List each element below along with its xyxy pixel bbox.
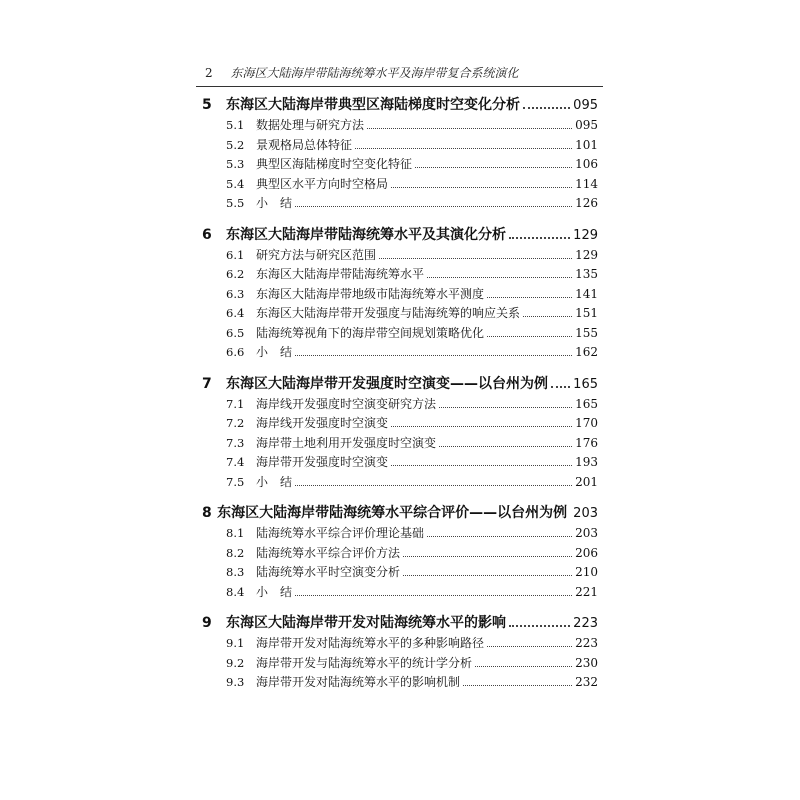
dot-leader [551,386,570,388]
section-page-number: 210 [575,565,598,579]
section-page-number: 162 [575,345,598,359]
chapter-page-number: 223 [573,616,598,631]
dot-leader [355,148,572,149]
section-number: 5.2 [226,137,245,152]
section-page-number: 221 [575,584,598,599]
section-title: 陆海统筹水平综合评价理论基础 [256,526,425,540]
dot-leader [439,407,572,408]
chapter-entry[interactable] [202,94,598,116]
section-number: 7.4 [226,455,245,469]
section-entry[interactable] [202,673,598,693]
header-page-number: 2 [205,66,213,80]
section-title: 海岸线开发强度时空演变 [256,416,389,430]
section-page-number: 126 [575,196,598,210]
section-number: 8.2 [226,545,245,560]
section-title: 东海区大陆海岸带陆海统筹水平 [256,267,425,281]
section-number: 6.3 [226,286,245,301]
dot-leader [403,556,572,557]
section-entry[interactable] [202,473,598,493]
section-title: 海岸带开发与陆海统筹水平的统计学分析 [256,655,473,670]
section-page-number: 176 [575,435,598,450]
section-page-number: 095 [575,118,598,132]
dot-leader [487,336,572,337]
dot-leader [475,666,572,667]
running-header [205,64,518,81]
dot-leader [391,465,572,466]
section-title: 东海区大陆海岸带地级市陆海统筹水平测度 [256,286,485,301]
section-title: 数据处理与研究方法 [256,118,365,132]
header-rule [196,86,603,87]
section-number: 9.2 [226,655,245,670]
dot-leader [379,258,572,259]
section-entry[interactable] [202,116,598,136]
section-title: 东海区大陆海岸带开发强度与陆海统筹的响应关系 [256,306,521,320]
section-page-number: 114 [575,176,598,191]
section-title: 研究方法与研究区范围 [256,247,377,262]
chapter-block [202,373,598,493]
section-number: 6.5 [226,325,245,340]
section-page-number: 232 [575,675,598,689]
dot-leader [391,426,572,427]
section-page-number: 101 [575,137,598,152]
section-entry[interactable] [202,136,598,156]
section-entry[interactable] [202,343,598,363]
chapter-title: 东海区大陆海岸带典型区海陆梯度时空变化分析 [226,97,520,113]
section-page-number: 170 [575,416,598,430]
section-title: 海岸带开发对陆海统筹水平的多种影响路径 [256,636,485,650]
section-number: 5.4 [226,176,245,191]
dot-leader [439,446,572,447]
section-number: 7.1 [226,396,245,411]
section-number: 5.1 [226,118,245,132]
dot-leader [415,167,572,168]
chapter-title: 东海区大陆海岸带陆海统筹水平及其演化分析 [226,226,506,243]
dot-leader [295,485,572,486]
chapter-block [202,502,598,602]
section-page-number: 151 [575,306,598,320]
section-entry[interactable] [202,563,598,583]
chapter-entry[interactable] [202,502,598,524]
section-entry[interactable] [202,634,598,654]
section-number: 9.1 [226,636,245,650]
chapter-number: 9 [202,615,212,631]
dot-leader [523,316,572,317]
section-entry[interactable] [202,246,598,266]
section-number: 7.2 [226,416,245,430]
section-number: 6.6 [226,345,245,359]
dot-leader [295,595,572,596]
section-entry[interactable] [202,583,598,603]
chapter-block [202,612,598,693]
section-entry[interactable] [202,194,598,214]
section-title: 海岸线开发强度时空演变研究方法 [256,396,437,411]
chapter-page-number: 203 [573,506,598,521]
chapter-title: 东海区大陆海岸带开发强度时空演变——以台州为例 [226,375,548,392]
dot-leader [427,277,572,278]
dot-leader [391,187,572,188]
section-page-number: 201 [575,474,598,489]
dot-leader [295,206,572,207]
section-number: 9.3 [226,675,245,689]
dot-leader [509,625,570,627]
section-page-number: 230 [575,655,598,670]
section-number: 8.4 [226,584,245,599]
section-title: 小 结 [256,345,293,359]
section-title: 典型区水平方向时空格局 [256,176,389,191]
table-of-contents [202,94,598,703]
chapter-number: 6 [202,226,212,243]
section-number: 6.4 [226,306,245,320]
section-title: 小 结 [256,584,293,599]
dot-leader [367,128,572,129]
section-number: 6.2 [226,267,245,281]
section-title: 景观格局总体特征 [256,137,353,152]
dot-leader [487,297,572,298]
section-page-number: 223 [575,636,598,650]
section-entry[interactable] [202,434,598,454]
dot-leader [427,536,572,537]
chapter-number: 8 [202,505,212,521]
section-number: 8.3 [226,565,245,579]
chapter-page-number: 165 [573,376,598,392]
section-number: 7.5 [226,474,245,489]
section-number: 7.3 [226,435,245,450]
section-entry[interactable] [202,414,598,434]
section-page-number: 135 [575,267,598,281]
section-entry[interactable] [202,155,598,175]
section-title: 陆海统筹水平综合评价方法 [256,545,401,560]
section-entry[interactable] [202,395,598,415]
section-title: 海岸带土地利用开发强度时空演变 [256,435,437,450]
section-number: 8.1 [226,526,245,540]
section-number: 5.3 [226,157,245,171]
chapter-number: 5 [202,97,212,113]
dot-leader [509,237,570,239]
section-title: 陆海统筹水平时空演变分析 [256,565,401,579]
chapter-block [202,94,598,214]
chapter-title: 东海区大陆海岸带陆海统筹水平综合评价——以台州为例 [217,505,568,521]
chapter-title: 东海区大陆海岸带开发对陆海统筹水平的影响 [226,615,506,631]
section-entry[interactable] [202,285,598,305]
section-page-number: 203 [575,526,598,540]
section-title: 陆海统筹视角下的海岸带空间规划策略优化 [256,325,485,340]
section-entry[interactable] [202,175,598,195]
section-number: 6.1 [226,247,245,262]
section-title: 海岸带开发强度时空演变 [256,455,389,469]
dot-leader [403,575,572,576]
dot-leader [487,646,572,647]
section-page-number: 193 [575,455,598,469]
chapter-page-number: 129 [573,227,598,243]
section-page-number: 141 [575,286,598,301]
section-title: 典型区海陆梯度时空变化特征 [256,157,413,171]
section-number: 5.5 [226,196,245,210]
chapter-entry[interactable] [202,612,598,634]
chapter-entry[interactable] [202,373,598,395]
section-page-number: 165 [575,396,598,411]
section-entry[interactable] [202,304,598,324]
chapter-page-number: 095 [573,98,598,113]
section-entry[interactable] [202,544,598,564]
header-book-title: 东海区大陆海岸带陆海统筹水平及海岸带复合系统演化 [230,66,519,80]
chapter-number: 7 [202,375,212,392]
section-entry[interactable] [202,654,598,674]
section-entry[interactable] [202,453,598,473]
dot-leader [463,685,572,686]
dot-leader [295,355,572,356]
section-page-number: 155 [575,325,598,340]
section-entry[interactable] [202,524,598,544]
section-title: 海岸带开发对陆海统筹水平的影响机制 [256,675,461,689]
section-title: 小 结 [256,196,293,210]
section-page-number: 106 [575,157,598,171]
section-page-number: 206 [575,545,598,560]
section-entry[interactable] [202,324,598,344]
section-entry[interactable] [202,265,598,285]
section-page-number: 129 [575,247,598,262]
section-title: 小 结 [256,474,293,489]
dot-leader [523,107,570,109]
chapter-block [202,224,598,363]
chapter-entry[interactable] [202,224,598,246]
